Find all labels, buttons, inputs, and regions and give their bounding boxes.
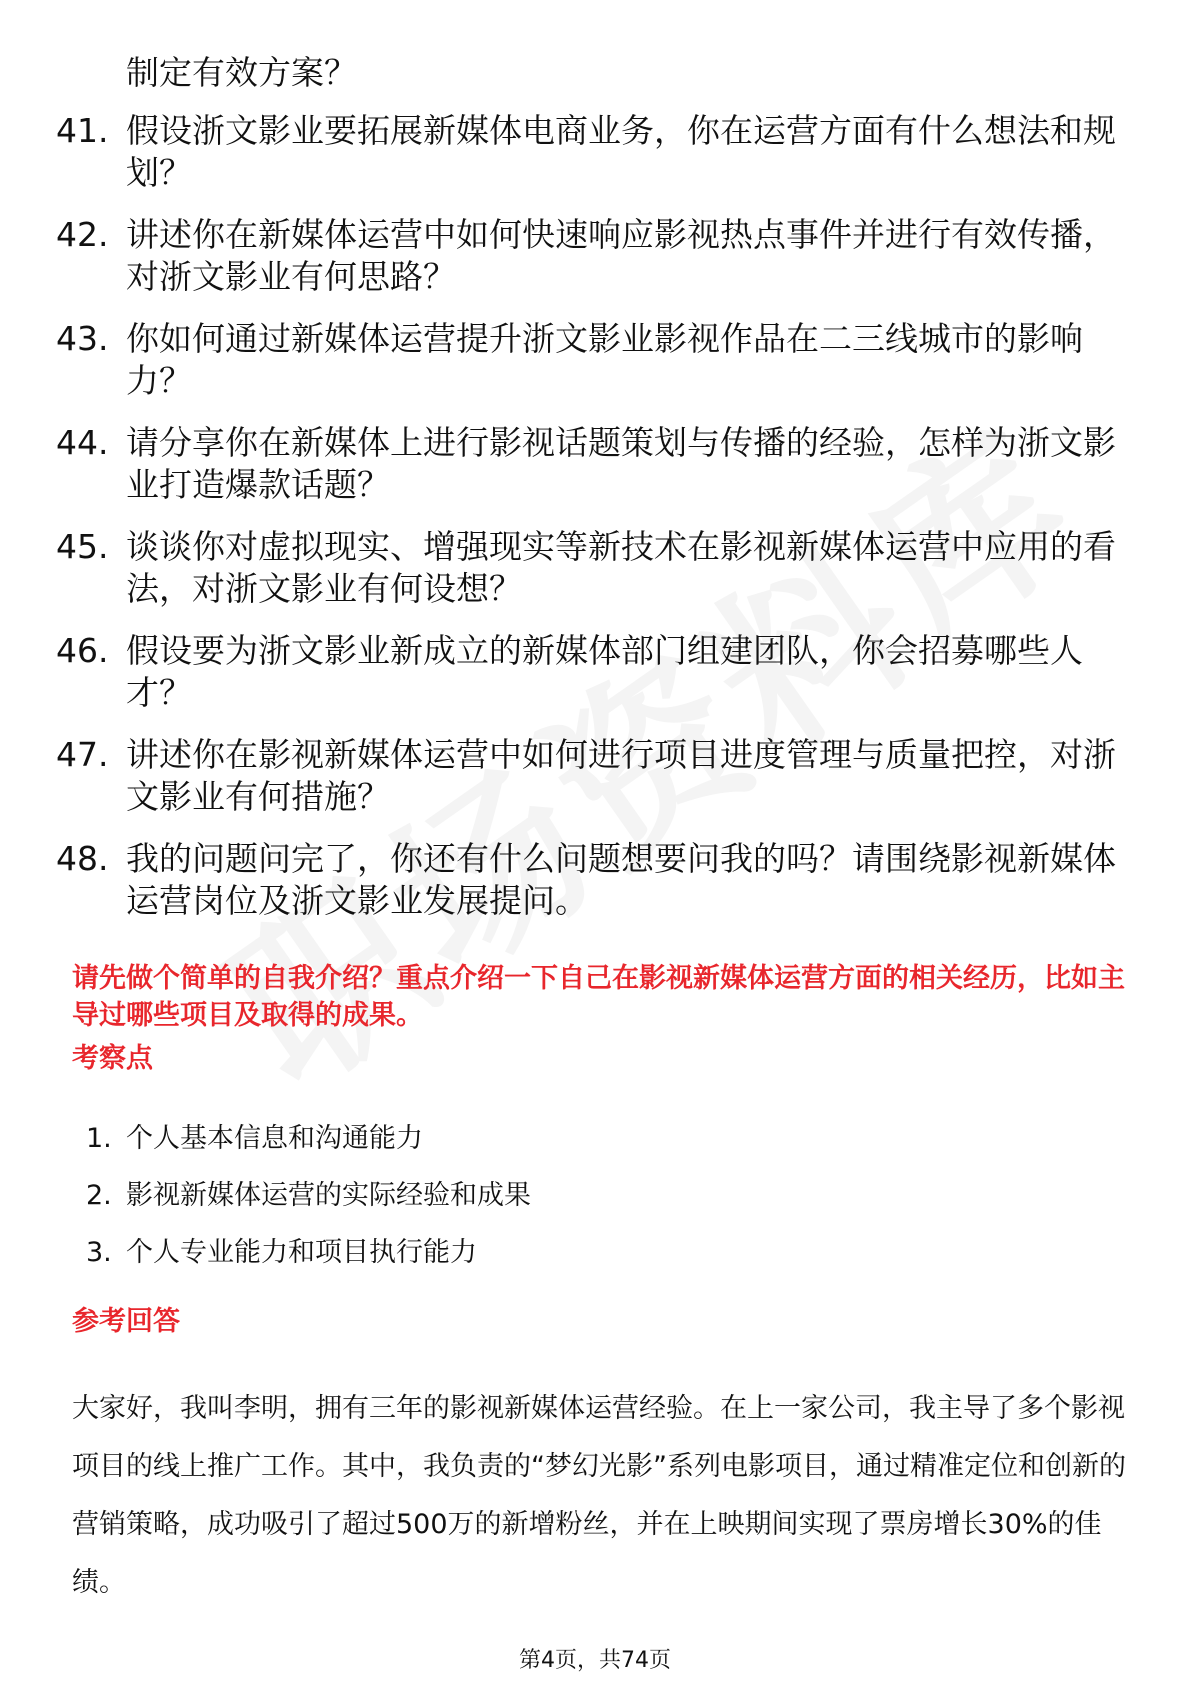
question-text: 你如何通过新媒体运营提升浙文影业影视作品在二三线城市的影响力？: [126, 319, 1083, 400]
question-text: 讲述你在新媒体运营中如何快速响应影视热点事件并进行有效传播，对浙文影业有何思路？: [126, 215, 1116, 296]
focus-point-text: 个人基本信息和沟通能力: [126, 1123, 423, 1154]
focus-point-number: 2.: [86, 1180, 112, 1211]
question-number: 47.: [56, 735, 109, 774]
focus-point-text: 影视新媒体运营的实际经验和成果: [126, 1180, 531, 1211]
page-footer: 第4页，共74页: [519, 1648, 671, 1673]
question-number: 46.: [56, 631, 109, 670]
focus-point-text: 个人专业能力和项目执行能力: [126, 1237, 477, 1268]
question-number: 41.: [56, 111, 109, 150]
question-number: 44.: [56, 423, 109, 462]
question-item: [56, 734, 1136, 818]
focus-point-list: [86, 1122, 986, 1293]
question-item: [56, 838, 1136, 922]
question-item: [56, 318, 1136, 402]
focus-point-number: 1.: [86, 1123, 112, 1154]
focus-title: 考察点: [72, 1043, 153, 1074]
question-number: 45.: [56, 527, 109, 566]
focus-point-item: [86, 1236, 986, 1293]
question-text: 谈谈你对虚拟现实、增强现实等新技术在影视新媒体运营中应用的看法，对浙文影业有何设想？: [126, 527, 1116, 608]
answer-text: 大家好，我叫李明，拥有三年的影视新媒体运营经验。在上一家公司，我主导了多个影视项目的线上推广工作。其中，我负责的“梦幻光影”系列电影项目，通过精准定位和创新的营销策略，成功吸引了超过500万的新增粉丝，并在上映期间实现了票房增长30%的佳绩。: [72, 1393, 1126, 1598]
focus-point-item: [86, 1122, 986, 1179]
question-item: [56, 422, 1136, 506]
focus-point-number: 3.: [86, 1237, 112, 1268]
question-text: 假设浙文影业要拓展新媒体电商业务，你在运营方面有什么想法和规划？: [126, 111, 1116, 192]
question-text: 讲述你在影视新媒体运营中如何进行项目进度管理与质量把控，对浙文影业有何措施？: [126, 735, 1116, 816]
question-item: [56, 630, 1136, 714]
question-text: 请分享你在新媒体上进行影视话题策划与传播的经验，怎样为浙文影业打造爆款话题？: [126, 423, 1116, 504]
question-number: 48.: [56, 839, 109, 878]
question-number: 42.: [56, 215, 109, 254]
question-number: 43.: [56, 319, 109, 358]
focus-point-item: [86, 1179, 986, 1236]
question-item: [56, 526, 1136, 610]
question-continuation: 制定有效方案？: [126, 53, 357, 92]
question-list: [56, 110, 1136, 942]
highlight-question: 请先做个简单的自我介绍？重点介绍一下自己在影视新媒体运营方面的相关经历，比如主导过哪些项目及取得的成果。: [72, 963, 1125, 1031]
question-item: [56, 110, 1136, 194]
question-text: 我的问题问完了，你还有什么问题想要问我的吗？请围绕影视新媒体运营岗位及浙文影业发展提问。: [126, 839, 1116, 920]
answer-title: 参考回答: [72, 1306, 180, 1337]
question-text: 假设要为浙文影业新成立的新媒体部门组建团队，你会招募哪些人才？: [126, 631, 1083, 712]
question-item: [56, 214, 1136, 298]
